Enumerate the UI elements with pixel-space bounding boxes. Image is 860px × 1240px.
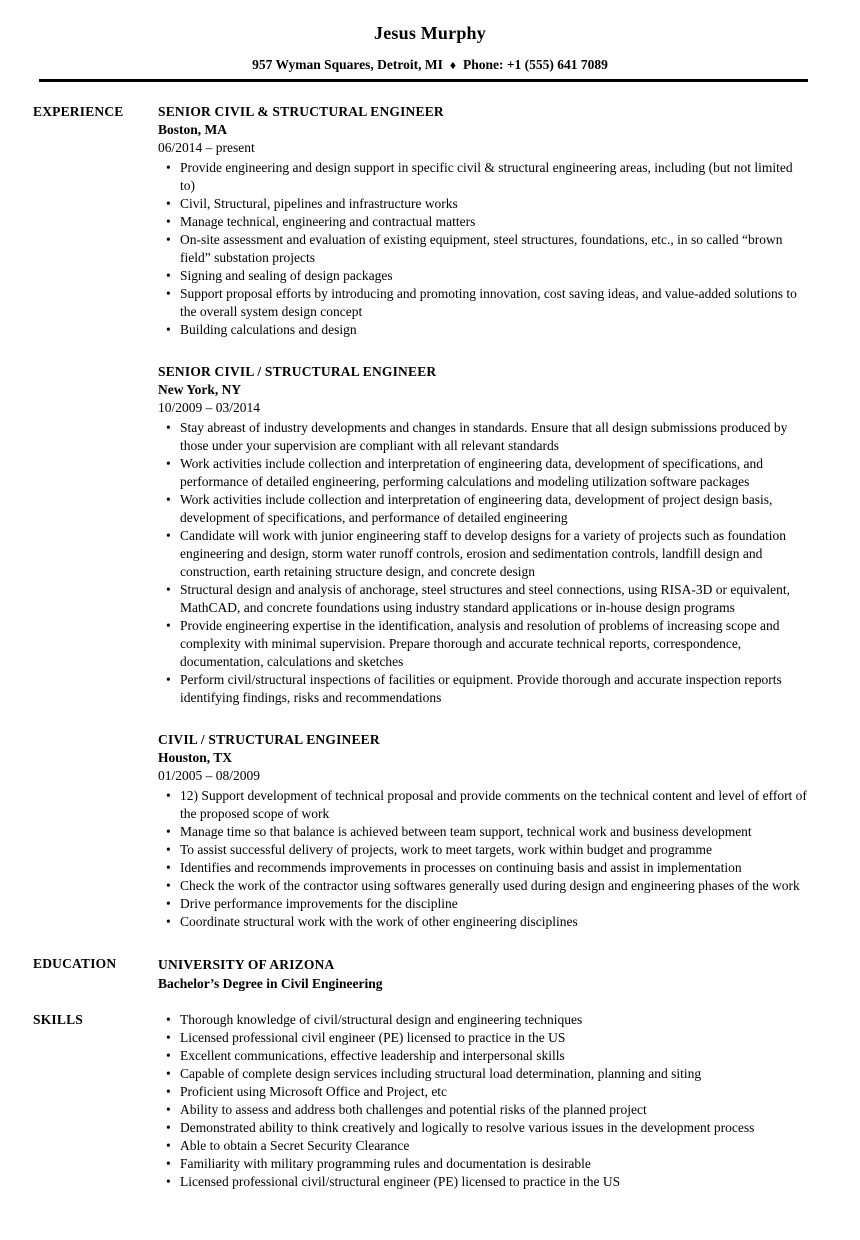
section-label-education: EDUCATION xyxy=(33,955,117,971)
bullet-item: • Candidate will work with junior engineering staff to develop designs for a variety of projects such as foundation engineering and design, storm water runoff controls, erosion and sedimentation controls, landfill design and construction, earth retaining structure design, and concrete design xyxy=(158,527,808,581)
bullet-item: • Perform civil/structural inspections of facilities or equipment. Provide thorough and accurate inspection reports identifying findings, risks and recommendations xyxy=(158,671,808,707)
bullet-item: • Civil, Structural, pipelines and infrastructure works xyxy=(158,195,808,213)
bullet-item: • Thorough knowledge of civil/structural design and engineering techniques xyxy=(158,1011,808,1029)
bullet-item: • Signing and sealing of design packages xyxy=(158,267,808,285)
bullet-item: • Structural design and analysis of anchorage, steel structures and steel connections, using RISA-3D or equivalent, MathCAD, and concrete foundations using industry standard applications or in-house design programs xyxy=(158,581,808,617)
bullet-item: • Support proposal efforts by introducing and promoting innovation, cost saving ideas, and value-added solutions to the overall system design concept xyxy=(158,285,808,321)
job-title: SENIOR CIVIL / STRUCTURAL ENGINEER xyxy=(158,363,437,379)
job-entry xyxy=(158,103,808,339)
bullet-item: • Provide engineering and design support in specific civil & structural engineering areas, including (but not limited to) xyxy=(158,159,808,195)
resume-body xyxy=(0,103,860,1191)
experience-content xyxy=(158,103,808,931)
job-bullet-list xyxy=(158,419,808,707)
bullet-item: • Building calculations and design xyxy=(158,321,808,339)
bullet-item: • Identifies and recommends improvements in processes on continuing basis and assist in implementation xyxy=(158,859,808,877)
job-entry xyxy=(158,363,808,707)
job-bullet-list xyxy=(158,159,808,339)
job-location: Boston, MA xyxy=(158,121,228,137)
experience-section xyxy=(0,103,860,931)
education-section xyxy=(0,955,860,993)
bullet-item: • 12) Support development of technical proposal and provide comments on the technical content and level of effort of the proposed scope of work xyxy=(158,787,808,823)
job-title: CIVIL / STRUCTURAL ENGINEER xyxy=(158,731,380,747)
skills-content xyxy=(158,1011,808,1191)
bullet-item: • Licensed professional civil engineer (PE) licensed to practice in the US xyxy=(158,1029,808,1047)
diamond-separator-icon: ♦ xyxy=(449,58,456,72)
bullet-item: • Work activities include collection and interpretation of engineering data, development of project design basis, development of specifications, and performance of detailed engineering xyxy=(158,491,808,527)
skills-bullet-list xyxy=(158,1011,808,1191)
job-location: Houston, TX xyxy=(158,749,233,765)
bullet-item: • Ability to assess and address both challenges and potential risks of the planned project xyxy=(158,1101,808,1119)
person-name: Jesus Murphy xyxy=(374,23,486,43)
job-title: SENIOR CIVIL & STRUCTURAL ENGINEER xyxy=(158,103,444,119)
bullet-item: • Check the work of the contractor using softwares generally used during design and engineering phases of the work xyxy=(158,877,808,895)
bullet-item: • Proficient using Microsoft Office and Project, etc xyxy=(158,1083,808,1101)
bullet-item: • Drive performance improvements for the discipline xyxy=(158,895,808,913)
bullet-item: • Excellent communications, effective leadership and interpersonal skills xyxy=(158,1047,808,1065)
bullet-item: • Manage time so that balance is achieved between team support, technical work and business development xyxy=(158,823,808,841)
education-degree: Bachelor’s Degree in Civil Engineering xyxy=(158,975,383,991)
job-bullet-list xyxy=(158,787,808,931)
bullet-item: • To assist successful delivery of projects, work to meet targets, work within budget and programme xyxy=(158,841,808,859)
bullet-item: • Stay abreast of industry developments and changes in standards. Ensure that all design submissions produced by those under your supervision are compliant with all relevant standards xyxy=(158,419,808,455)
job-entry xyxy=(158,731,808,931)
job-dates: 01/2005 – 08/2009 xyxy=(158,767,261,783)
job-location: New York, NY xyxy=(158,381,242,397)
section-label-skills: SKILLS xyxy=(33,1011,83,1027)
bullet-item: • Manage technical, engineering and contractual matters xyxy=(158,213,808,231)
contact-line xyxy=(0,56,860,74)
contact-address: 957 Wyman Squares, Detroit, MI xyxy=(252,57,443,72)
header-divider xyxy=(39,79,808,82)
job-dates: 10/2009 – 03/2014 xyxy=(158,399,261,415)
education-school: UNIVERSITY OF ARIZONA xyxy=(158,956,335,972)
education-content xyxy=(158,955,808,993)
bullet-item: • Licensed professional civil/structural engineer (PE) licensed to practice in the US xyxy=(158,1173,808,1191)
contact-phone: Phone: +1 (555) 641 7089 xyxy=(462,57,608,72)
bullet-item: • Provide engineering expertise in the identification, analysis and resolution of problems of increasing scope and complexity with minimal supervision. Prepare thorough and accurate technical reports, correspondence, documentation, calculations and sketches xyxy=(158,617,808,671)
bullet-item: • Coordinate structural work with the work of other engineering disciplines xyxy=(158,913,808,931)
bullet-item: • Capable of complete design services including structural load determination, planning and siting xyxy=(158,1065,808,1083)
bullet-item: • Familiarity with military programming rules and documentation is desirable xyxy=(158,1155,808,1173)
job-dates: 06/2014 – present xyxy=(158,139,255,155)
bullet-item: • Able to obtain a Secret Security Clearance xyxy=(158,1137,808,1155)
bullet-item: • Work activities include collection and interpretation of engineering data, development of specifications, and performance of detailed engineering, performing calculations and modeling utilization software packages xyxy=(158,455,808,491)
section-label-experience: EXPERIENCE xyxy=(33,103,124,119)
resume-header xyxy=(0,0,860,82)
bullet-item: • Demonstrated ability to think creatively and logically to resolve various issues in the development process xyxy=(158,1119,808,1137)
bullet-item: • On-site assessment and evaluation of existing equipment, steel structures, foundations, etc., in so called “brown field” substation projects xyxy=(158,231,808,267)
skills-section xyxy=(0,1011,860,1191)
